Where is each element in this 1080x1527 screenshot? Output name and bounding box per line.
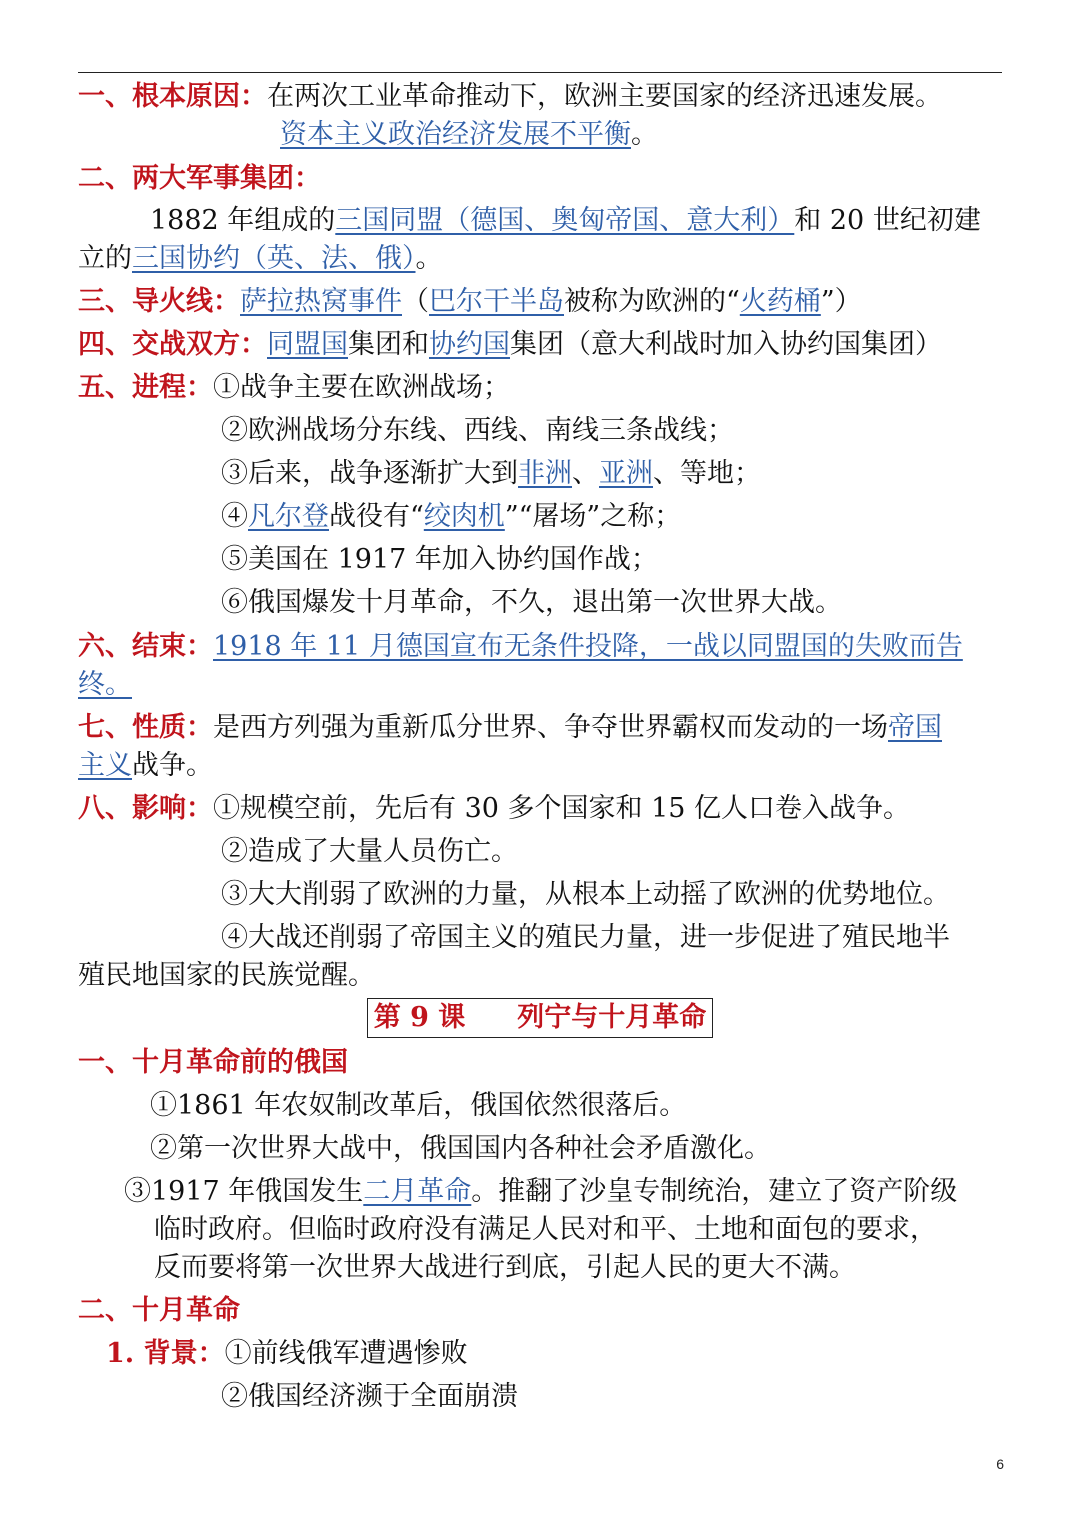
body-text: 战争。: [132, 750, 213, 781]
section-label: 一、十月革命前的俄国: [78, 1047, 348, 1078]
section-military-blocs: [78, 160, 1002, 198]
list-item: [221, 498, 1002, 536]
body-text: 集团和: [348, 329, 429, 360]
keyword: 巴尔干半岛: [429, 286, 564, 317]
list-item: [124, 1173, 1002, 1211]
section-nature-continued: [78, 747, 1002, 785]
subsection-pre-revolution: [78, 1044, 1002, 1082]
sub-label: 1. 背景：: [106, 1338, 225, 1369]
body-text: ③1917 年俄国发生: [124, 1176, 364, 1207]
header-rule: [78, 72, 1002, 73]
keyword: 凡尔登: [248, 501, 329, 532]
section-label: 一、根本原因：: [78, 81, 267, 112]
body-text: 1882 年组成的: [150, 205, 336, 236]
lesson-title-box: [367, 998, 714, 1038]
list-item-continued: 临时政府。但临时政府没有满足人民对和平、土地和面包的要求，: [154, 1214, 937, 1245]
section-nature: [78, 709, 1002, 747]
body-text: 战役有“: [329, 501, 424, 532]
section-belligerents: [78, 326, 1002, 364]
list-item: ①规模空前，先后有 30 多个国家和 15 亿人口卷入战争。: [213, 793, 911, 824]
keyword: 非洲: [518, 458, 572, 489]
body-text: 立的: [78, 243, 132, 274]
section-label: 四、交战双方：: [78, 329, 267, 360]
list-item: ②俄国经济濒于全面崩溃: [221, 1381, 518, 1412]
keyword: 终。: [78, 669, 132, 700]
subsection-october-revolution: [78, 1292, 1002, 1330]
keyword: 主义: [78, 750, 132, 781]
body-text: ④: [221, 501, 248, 532]
keyword: 协约国: [429, 329, 510, 360]
body-text: ”）: [820, 286, 862, 317]
lesson-heading: [0, 998, 1080, 1038]
list-item: ④大战还削弱了帝国主义的殖民力量，进一步促进了殖民地半: [221, 922, 950, 953]
body-text: 。推翻了沙皇专制统治，建立了资产阶级: [471, 1176, 958, 1207]
list-item: [221, 455, 1002, 493]
section-label: 二、十月革命: [78, 1295, 240, 1326]
body-text: 被称为欧洲的“: [564, 286, 740, 317]
list-item: ⑥俄国爆发十月革命，不久，退出第一次世界大战。: [221, 587, 842, 618]
keyword: 三国同盟（德国、奥匈帝国、意大利）: [335, 205, 795, 236]
keyword: 资本主义政治经济发展不平衡: [280, 119, 631, 150]
body-text: 。: [415, 243, 443, 274]
section-label: 六、结束：: [78, 631, 213, 662]
keyword: 萨拉热窝事件: [240, 286, 402, 317]
section-impact: [78, 790, 1002, 828]
list-item: ①1861 年农奴制改革后，俄国依然很落后。: [150, 1090, 687, 1121]
list-item: ②第一次世界大战中，俄国国内各种社会矛盾激化。: [150, 1133, 771, 1164]
body-text: 是西方列强为重新瓜分世界、争夺世界霸权而发动的一场: [213, 712, 888, 743]
section-end-continued: [78, 666, 1002, 704]
keyword: 亚洲: [599, 458, 653, 489]
section-end: [78, 628, 1002, 666]
section-label: 五、进程：: [78, 372, 213, 403]
list-item: ③大大削弱了欧洲的力量，从根本上动摇了欧洲的优势地位。: [221, 879, 950, 910]
section-label: 八、影响：: [78, 793, 213, 824]
section-course: [78, 369, 1002, 407]
keyword: 同盟国: [267, 329, 348, 360]
list-item: ①前线俄军遭遇惨败: [224, 1338, 468, 1369]
section-label: 七、性质：: [78, 712, 213, 743]
lesson-number: 第 9 课: [373, 1002, 466, 1033]
body-text: 和 20 世纪初建: [794, 205, 981, 236]
military-blocs-line-2: [78, 240, 1002, 278]
list-item: ②造成了大量人员伤亡。: [221, 836, 518, 867]
keyword: 帝国: [888, 712, 942, 743]
body-text: 。: [631, 119, 658, 150]
list-item: ①战争主要在欧洲战场；: [213, 372, 510, 403]
military-blocs-line-1: [150, 202, 1002, 240]
keyword: 三国协约（英、法、俄）: [132, 243, 416, 274]
body-text: 在两次工业革命推动下，欧洲主要国家的经济迅速发展。: [267, 81, 942, 112]
keyword: 绞肉机: [423, 501, 505, 532]
body-text: 、: [572, 458, 599, 489]
root-cause-keyword-line: [280, 116, 1002, 154]
body-text: 、等地；: [653, 458, 761, 489]
list-item-continued: 反而要将第一次世界大战进行到底，引起人民的更大不满。: [154, 1252, 856, 1283]
body-text: （: [402, 286, 429, 317]
list-item: ②欧洲战场分东线、西线、南线三条战线；: [221, 415, 734, 446]
section-label: 二、两大军事集团：: [78, 163, 321, 194]
section-root-cause: [78, 78, 1002, 116]
section-trigger: [78, 283, 1002, 321]
body-text: ③后来，战争逐渐扩大到: [221, 458, 518, 489]
keyword: 二月革命: [363, 1176, 472, 1207]
lesson-title: 列宁与十月革命: [517, 1002, 707, 1033]
list-item-continued: 殖民地国家的民族觉醒。: [78, 960, 375, 991]
body-text: 集团（意大利战时加入协约国集团）: [510, 329, 942, 360]
section-label: 三、导火线：: [78, 286, 240, 317]
list-item: ⑤美国在 1917 年加入协约国作战；: [221, 544, 658, 575]
background-item: [106, 1335, 1002, 1373]
body-text: ”“屠场”之称；: [504, 501, 682, 532]
page-number: 6: [996, 1456, 1004, 1472]
keyword: 1918 年 11 月德国宣布无条件投降，一战以同盟国的失败而告: [213, 631, 963, 662]
keyword: 火药桶: [739, 286, 821, 317]
